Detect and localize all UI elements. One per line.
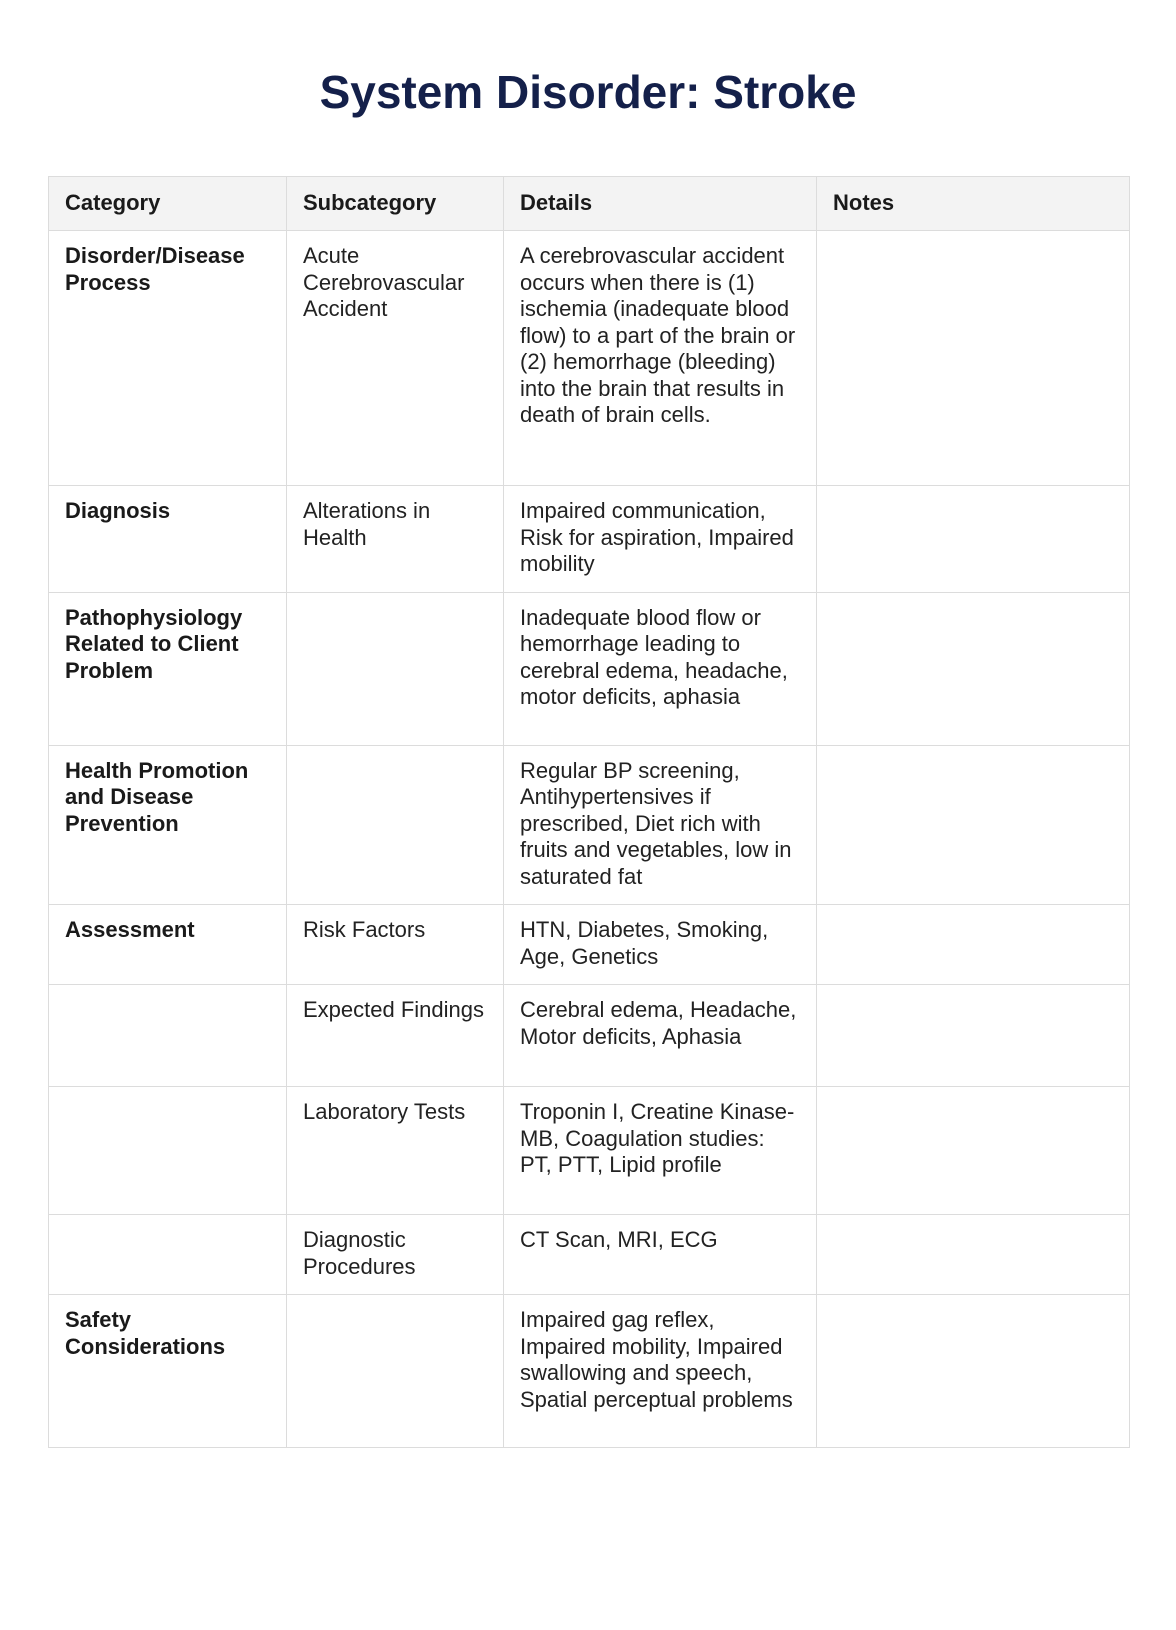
details-cell: Cerebral edema, Headache, Motor deficits, Aphasia <box>504 985 817 1087</box>
notes-cell[interactable] <box>817 745 1130 905</box>
subcategory-cell: Laboratory Tests <box>287 1087 504 1215</box>
subcategory-cell <box>287 1295 504 1448</box>
category-cell: Health Promotion and Disease Prevention <box>49 745 287 905</box>
notes-cell[interactable] <box>817 1215 1130 1295</box>
details-cell: Troponin I, Creatine Kinase-MB, Coagulation studies: PT, PTT, Lipid profile <box>504 1087 817 1215</box>
details-cell: Impaired gag reflex, Impaired mobility, Impaired swallowing and speech, Spatial perceptual problems <box>504 1295 817 1448</box>
stroke-care-table <box>48 176 1130 1448</box>
subcategory-cell: Diagnostic Procedures <box>287 1215 504 1295</box>
header-details: Details <box>504 177 817 231</box>
notes-cell[interactable] <box>817 592 1130 745</box>
category-cell: Diagnosis <box>49 486 287 593</box>
category-cell <box>49 985 287 1087</box>
notes-cell[interactable] <box>817 985 1130 1087</box>
subcategory-cell: Acute Cerebrovascular Accident <box>287 231 504 486</box>
table-row <box>49 486 1130 593</box>
details-cell: CT Scan, MRI, ECG <box>504 1215 817 1295</box>
header-subcategory: Subcategory <box>287 177 504 231</box>
page-title: System Disorder: Stroke <box>319 66 857 118</box>
table-row <box>49 905 1130 985</box>
subcategory-cell: Risk Factors <box>287 905 504 985</box>
table-row <box>49 985 1130 1087</box>
subcategory-cell: Alterations in Health <box>287 486 504 593</box>
details-cell: Impaired communication, Risk for aspiration, Impaired mobility <box>504 486 817 593</box>
header-notes: Notes <box>817 177 1130 231</box>
category-cell: Disorder/Disease Process <box>49 231 287 486</box>
category-cell <box>49 1215 287 1295</box>
details-cell: A cerebrovascular accident occurs when there is (1) ischemia (inadequate blood flow) to a part of the brain or (2) hemorrhage (bleeding) into the brain that results in death of brain cells. <box>504 231 817 486</box>
details-cell: Inadequate blood flow or hemorrhage leading to cerebral edema, headache, motor deficits, aphasia <box>504 592 817 745</box>
table-row <box>49 1215 1130 1295</box>
header-category: Category <box>49 177 287 231</box>
notes-cell[interactable] <box>817 905 1130 985</box>
category-cell: Safety Considerations <box>49 1295 287 1448</box>
table-row <box>49 1087 1130 1215</box>
notes-cell[interactable] <box>817 231 1130 486</box>
table-row <box>49 231 1130 486</box>
subcategory-cell <box>287 592 504 745</box>
category-cell: Pathophysiology Related to Client Problem <box>49 592 287 745</box>
notes-cell[interactable] <box>817 486 1130 593</box>
subcategory-cell: Expected Findings <box>287 985 504 1087</box>
table-row <box>49 1295 1130 1448</box>
subcategory-cell <box>287 745 504 905</box>
table-header-row <box>49 177 1130 231</box>
notes-cell[interactable] <box>817 1087 1130 1215</box>
category-cell <box>49 1087 287 1215</box>
details-cell: Regular BP screening, Antihypertensives if prescribed, Diet rich with fruits and vegetables, low in saturated fat <box>504 745 817 905</box>
details-cell: HTN, Diabetes, Smoking, Age, Genetics <box>504 905 817 985</box>
category-cell: Assessment <box>49 905 287 985</box>
table-row <box>49 745 1130 905</box>
notes-cell[interactable] <box>817 1295 1130 1448</box>
table-row <box>49 592 1130 745</box>
